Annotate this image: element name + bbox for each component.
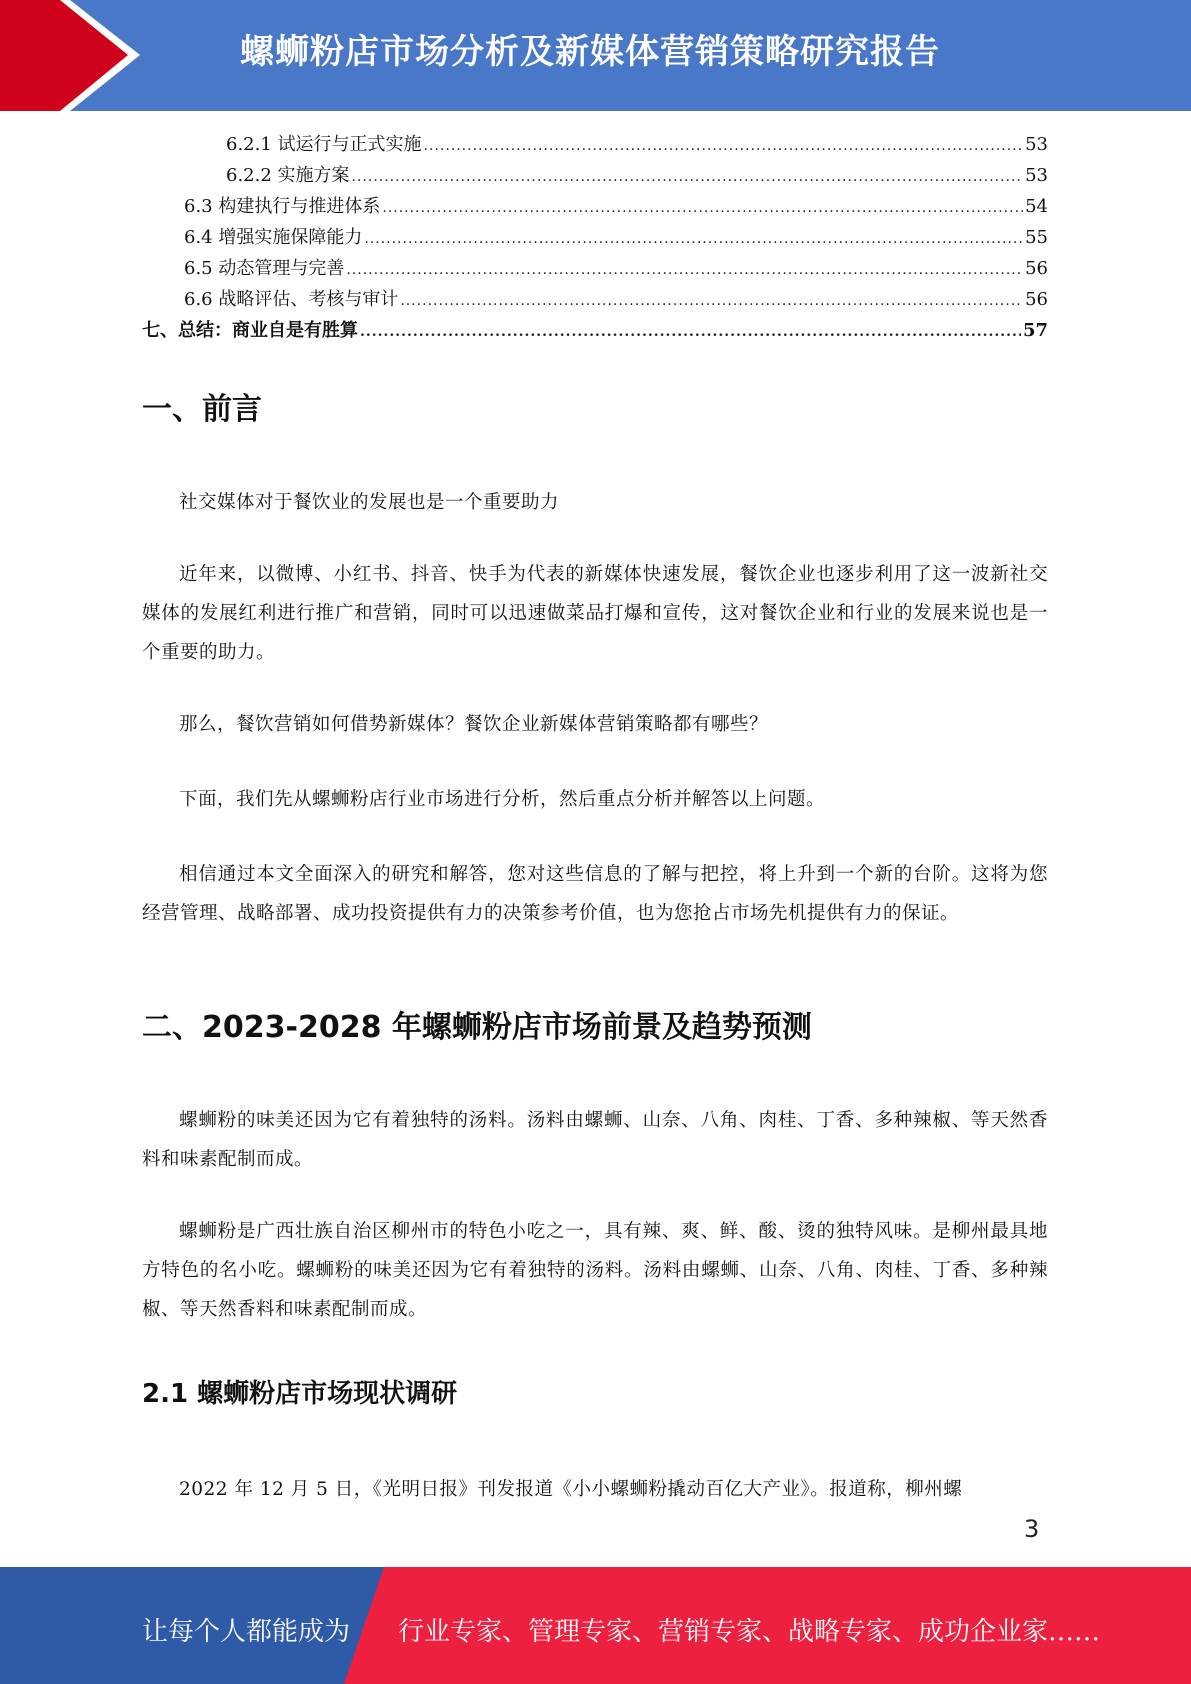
toc-page-number: 53 <box>1025 165 1048 186</box>
section-heading: 二、2023-2028 年螺蛳粉店市场前景及趋势预测 <box>142 1010 812 1045</box>
toc-page-number: 56 <box>1025 289 1048 310</box>
toc-page-number: 56 <box>1025 258 1048 279</box>
toc-leader <box>400 286 1023 317</box>
paragraph: 那么，餐饮营销如何借势新媒体？餐饮企业新媒体营销策略都有哪些？ <box>179 714 769 735</box>
toc-row[interactable] <box>142 284 1048 315</box>
toc-row[interactable] <box>142 191 1048 222</box>
paragraph: 近年来，以微博、小红书、抖音、快手为代表的新媒体快速发展，餐饮企业也逐步利用了这一波新社交媒体的发展红利进行推广和营销，同时可以迅速做菜品打爆和宣传，这对餐饮企业和行业的发展来说也是一个重要的助力。 <box>142 564 1048 663</box>
toc-label: 6.2.2 实施方案 <box>226 165 350 186</box>
header-title: 螺蛳粉店市场分析及新媒体营销策略研究报告 <box>240 32 940 72</box>
toc-leader <box>352 162 1024 193</box>
table-of-contents <box>142 129 1048 346</box>
toc-leader <box>382 193 1023 224</box>
footer-slogan-left: 让每个人都能成为 <box>142 1617 351 1647</box>
page-number: 3 <box>1024 1515 1040 1543</box>
toc-row[interactable] <box>142 222 1048 253</box>
section-heading: 一、前言 <box>142 392 262 427</box>
paragraph: 螺蛳粉的味美还因为它有着独特的汤料。汤料由螺蛳、山奈、八角、肉桂、丁香、多种辣椒、等天然香料和味素配制而成。 <box>142 1110 1048 1170</box>
toc-label: 6.5 动态管理与完善 <box>184 258 345 279</box>
toc-row[interactable] <box>142 315 1048 346</box>
paragraph: 下面，我们先从螺蛳粉店行业市场进行分析，然后重点分析并解答以上问题。 <box>179 789 826 810</box>
toc-label: 6.3 构建执行与推进体系 <box>184 196 381 217</box>
toc-label: 6.2.1 试运行与正式实施 <box>226 134 422 155</box>
toc-page-number: 55 <box>1025 227 1048 248</box>
paragraph: 相信通过本文全面深入的研究和解答，您对这些信息的了解与把控，将上升到一个新的台阶。这将为您经营管理、战略部署、成功投资提供有力的决策参考价值，也为您抢占市场先机提供有力的保证。 <box>142 864 1048 924</box>
toc-leader <box>424 131 1024 162</box>
header-arrow-decoration <box>0 0 200 111</box>
paragraph: 社交媒体对于餐饮业的发展也是一个重要助力 <box>179 492 560 513</box>
page-footer <box>0 1567 1191 1684</box>
toc-page-number: 57 <box>1022 320 1048 341</box>
paragraph: 螺蛳粉是广西壮族自治区柳州市的特色小吃之一，具有辣、爽、鲜、酸、烫的独特风味。是柳州最具地方特色的名小吃。螺蛳粉的味美还因为它有着独特的汤料。汤料由螺蛳、山奈、八角、肉桂、丁香、多种辣椒、等天然香料和味素配制而成。 <box>142 1221 1048 1320</box>
paragraph: 2022 年 12 月 5 日，《光明日报》刊发报道《小小螺蛳粉撬动百亿大产业》。报道称，柳州螺 <box>179 1479 963 1500</box>
toc-page-number: 53 <box>1025 134 1048 155</box>
subsection-heading: 2.1 螺蛳粉店市场现状调研 <box>142 1379 458 1409</box>
toc-label: 6.4 增强实施保障能力 <box>184 227 363 248</box>
toc-leader <box>360 317 1021 348</box>
toc-leader <box>364 224 1023 255</box>
toc-page-number: 54 <box>1025 196 1048 217</box>
toc-leader <box>346 255 1023 286</box>
toc-label: 七、总结：商业自是有胜算 <box>142 320 358 341</box>
toc-row[interactable] <box>142 129 1048 160</box>
toc-row[interactable] <box>142 160 1048 191</box>
toc-row[interactable] <box>142 253 1048 284</box>
footer-slogan-right: 行业专家、管理专家、营销专家、战略专家、成功企业家…… <box>398 1617 1101 1647</box>
toc-label: 6.6 战略评估、考核与审计 <box>184 289 399 310</box>
page-header <box>0 0 1191 111</box>
